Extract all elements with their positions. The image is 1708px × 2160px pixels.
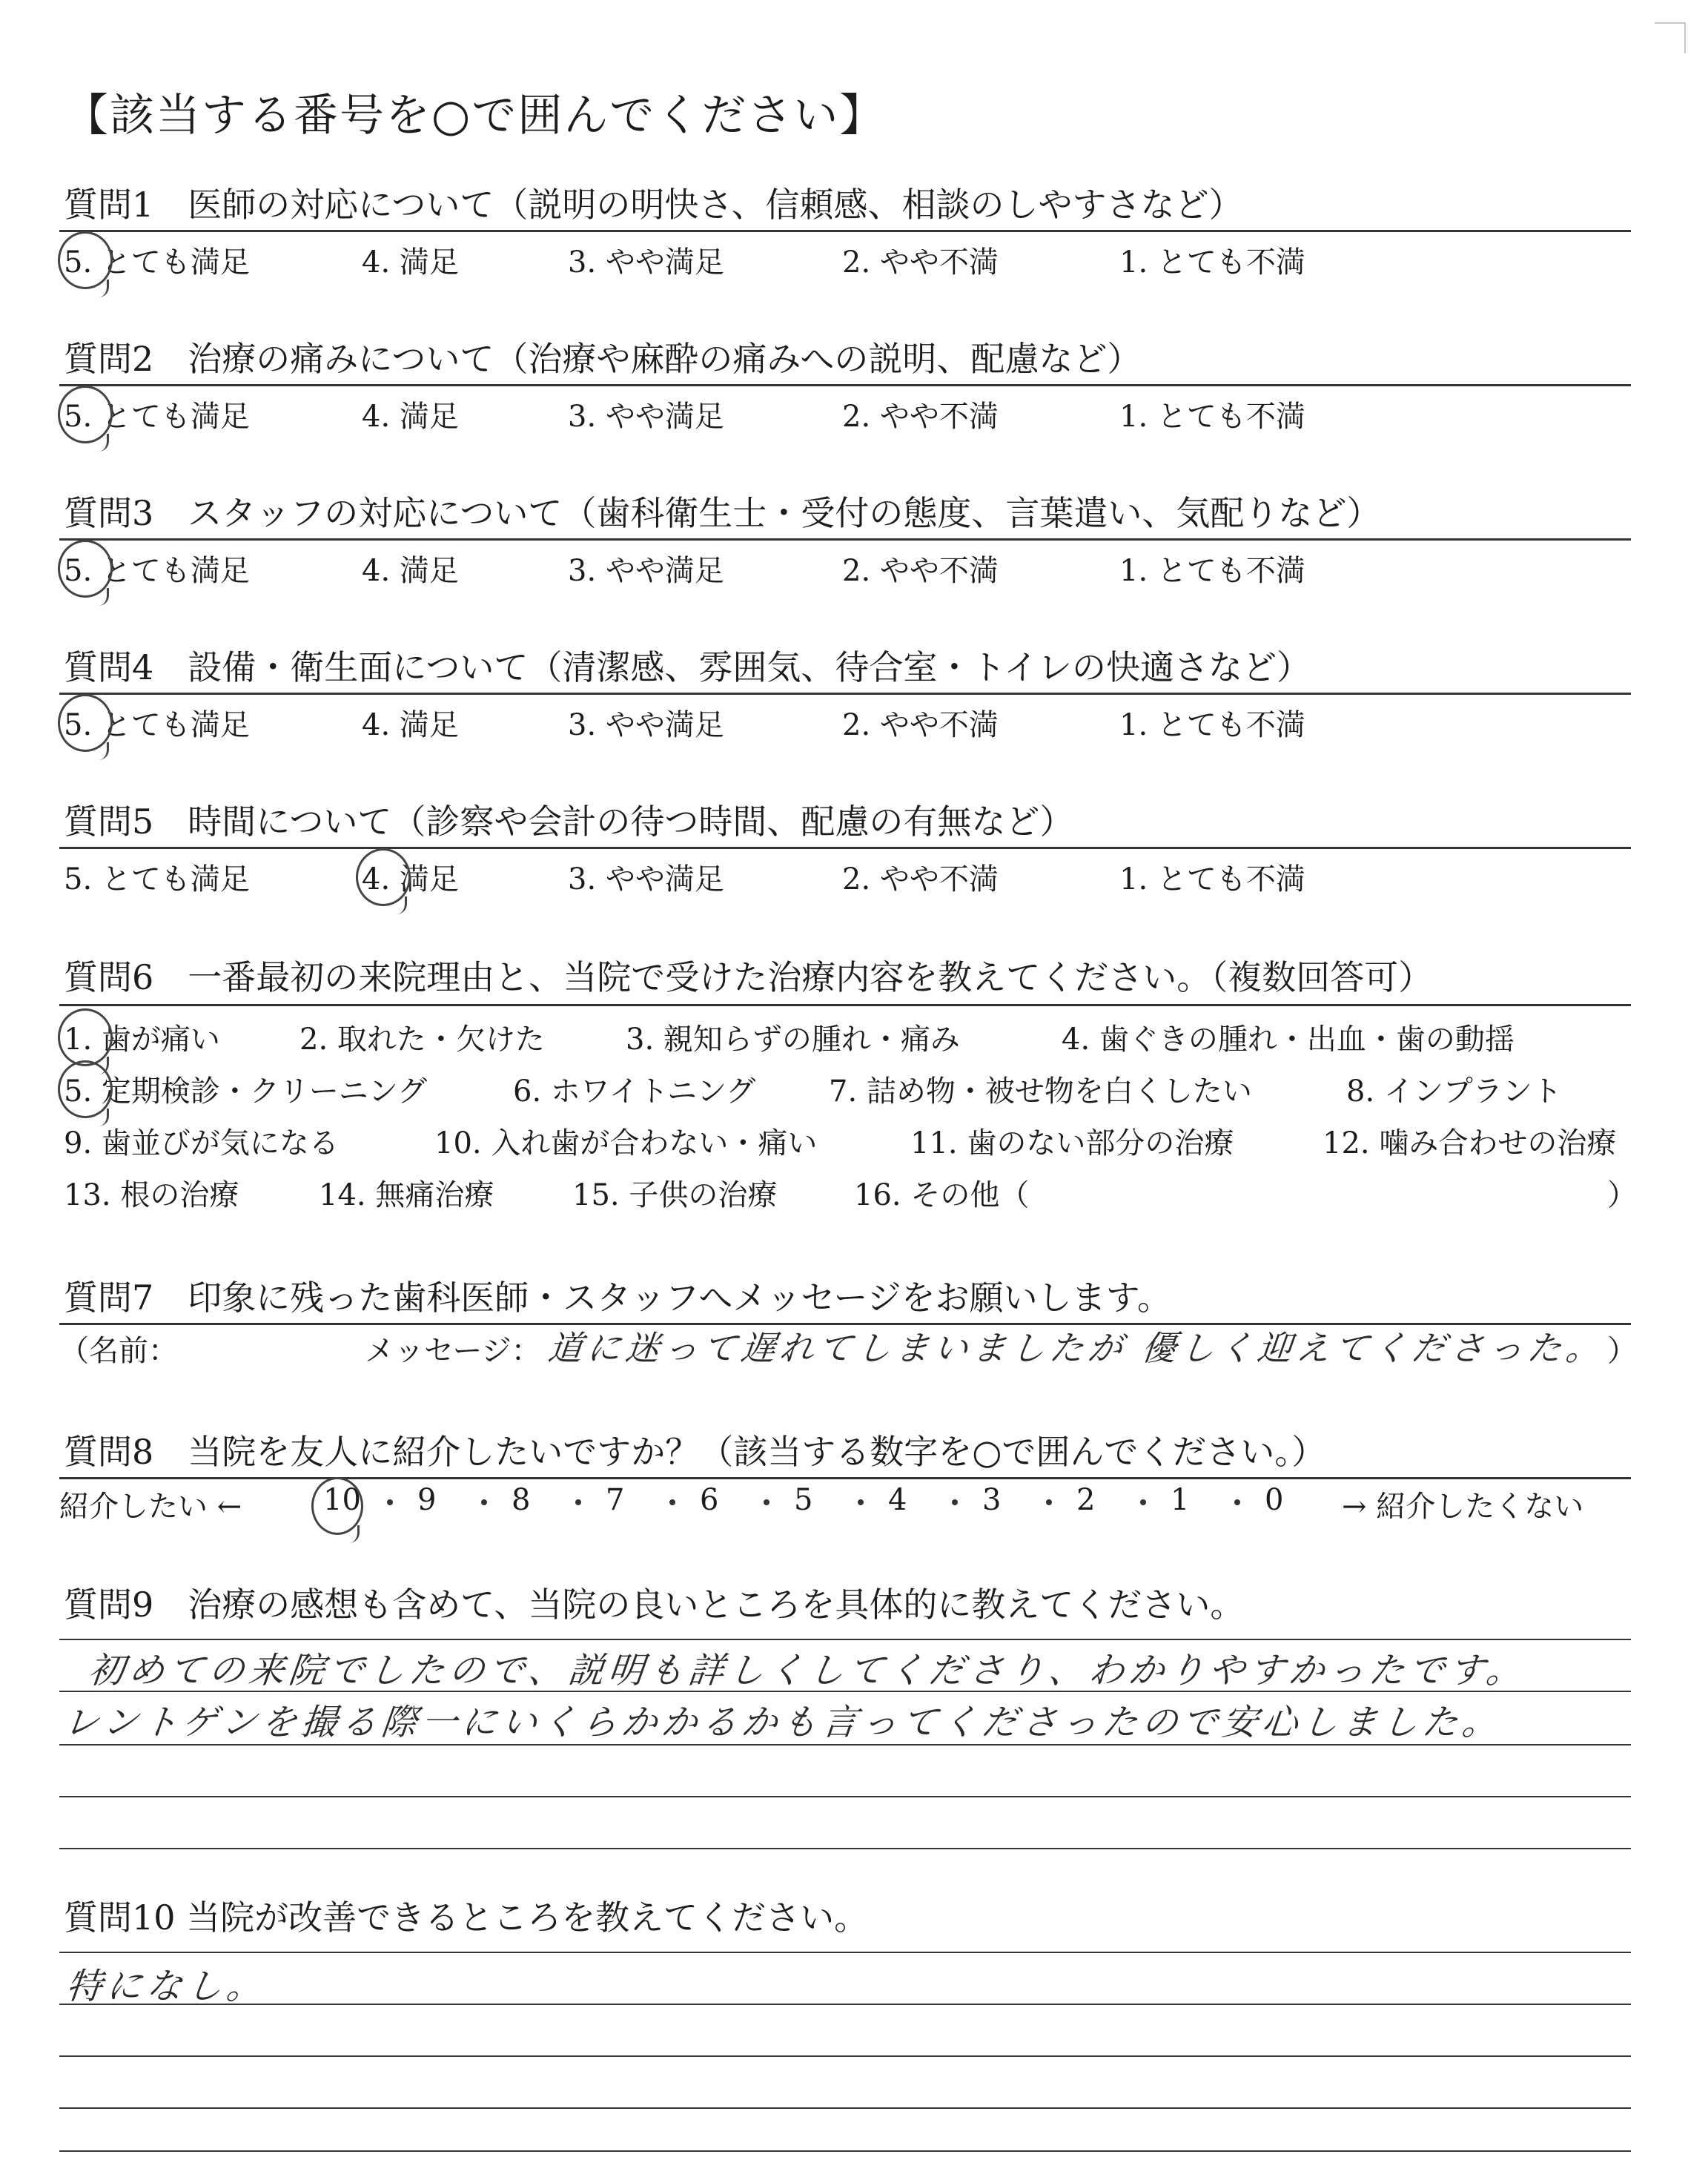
q9-answer-line-2[interactable]: レントゲンを撮る際一にいくらかかるかも言ってくださったので安心しました。 [61, 1702, 1505, 1743]
q7-title: 質問7 印象に残った歯科医師・スタッフへメッセージをお願いします。 [64, 1278, 1171, 1318]
q8-scale-8[interactable]: 8 [512, 1483, 531, 1517]
q7-message-close: ） [1607, 1334, 1637, 1368]
q5-option-4[interactable]: 4. 満足 [362, 862, 459, 896]
q8-right-label: → 紹介したくない [1342, 1490, 1584, 1524]
q8-separator-dot [858, 1499, 864, 1505]
q1-option-4[interactable]: 4. 満足 [362, 245, 459, 280]
q6-rule [59, 1004, 1631, 1006]
q10-rule-5 [59, 2150, 1631, 2152]
q6-option-5[interactable]: 5. 定期検診・クリーニング [64, 1074, 428, 1109]
q3-rule [59, 538, 1631, 541]
q1-option-5[interactable]: 5. とても満足 [64, 245, 250, 280]
q10-title: 質問10 当院が改善できるところを教えてください。 [64, 1898, 869, 1938]
q8-separator-dot [1140, 1499, 1146, 1505]
q2-option-1[interactable]: 1. とても不満 [1119, 400, 1305, 434]
q6-option-2[interactable]: 2. 取れた・欠けた [299, 1023, 545, 1057]
q8-scale-4[interactable]: 4 [888, 1483, 907, 1517]
q1-option-2[interactable]: 2. やや不満 [842, 245, 999, 280]
q3-option-3[interactable]: 3. やや満足 [568, 554, 724, 588]
q8-scale-5[interactable]: 5 [794, 1483, 813, 1517]
q8-rule [59, 1477, 1631, 1479]
q7-message-label: メッセージ： [365, 1334, 541, 1368]
q1-option-1[interactable]: 1. とても不満 [1119, 245, 1305, 280]
q10-answer-line-1[interactable]: 特になし。 [64, 1966, 269, 2007]
q2-option-5[interactable]: 5. とても満足 [64, 400, 250, 434]
q3-option-4[interactable]: 4. 満足 [362, 554, 459, 588]
q5-option-3[interactable]: 3. やや満足 [568, 862, 724, 896]
q8-scale-1[interactable]: 1 [1171, 1483, 1190, 1517]
q8-scale-0[interactable]: 0 [1265, 1483, 1284, 1517]
q2-option-3[interactable]: 3. やや満足 [568, 400, 724, 434]
q4-option-4[interactable]: 4. 満足 [362, 708, 459, 742]
q6-option-1[interactable]: 1. 歯が痛い [64, 1023, 220, 1057]
q2-option-2[interactable]: 2. やや不満 [842, 400, 999, 434]
q8-separator-dot [387, 1499, 393, 1505]
q6-option-7[interactable]: 7. 詰め物・被せ物を白くしたい [829, 1074, 1252, 1109]
q9-answer-line-1[interactable]: 初めての来院でしたので、説明も詳しくしてくださり、わかりやすかったです。 [86, 1650, 1529, 1691]
q2-selected-circle [58, 386, 113, 443]
q6-title: 質問6 一番最初の来院理由と、当院で受けた治療内容を教えてください。（複数回答可） [64, 957, 1433, 997]
q6-option-8[interactable]: 8. インプラント [1346, 1074, 1562, 1109]
q6-option-3[interactable]: 3. 親知らずの腫れ・痛み [626, 1023, 960, 1057]
q6-option-13[interactable]: 13. 根の治療 [64, 1178, 239, 1212]
q5-option-2[interactable]: 2. やや不満 [842, 862, 999, 896]
q9-rule-5 [59, 1848, 1631, 1849]
q5-selected-circle [356, 848, 411, 906]
q7-name-label: （名前： [59, 1334, 178, 1368]
q3-selected-circle [58, 540, 113, 598]
q8-scale-10[interactable]: 10 [323, 1483, 361, 1517]
q1-option-3[interactable]: 3. やや満足 [568, 245, 724, 280]
q4-option-5[interactable]: 5. とても満足 [64, 708, 250, 742]
q9-rule-4 [59, 1796, 1631, 1797]
q1-title: 質問1 医師の対応について（説明の明快さ、信頼感、相談のしやすさなど） [64, 185, 1243, 225]
q6-selected-circle-5 [58, 1060, 113, 1118]
page-header: 【該当する番号を○で囲んでください】 [64, 90, 886, 142]
q8-scale-3[interactable]: 3 [982, 1483, 1002, 1517]
page-corner-mark [1655, 22, 1686, 53]
q6-option-6[interactable]: 6. ホワイトニング [513, 1074, 756, 1109]
q6-option-4[interactable]: 4. 歯ぐきの腫れ・出血・歯の動揺 [1062, 1023, 1515, 1057]
q6-option-16[interactable]: 16. その他（ [854, 1178, 1030, 1212]
q2-title: 質問2 治療の痛みについて（治療や麻酔の痛みへの説明、配慮など） [64, 339, 1142, 379]
q7-message-handwriting[interactable]: 道に迷って遅れてしまいましたが 優しく迎えてくださった。 [546, 1328, 1607, 1368]
q10-rule-4 [59, 2107, 1631, 2109]
q8-separator-dot [669, 1499, 675, 1505]
q4-title: 質問4 設備・衛生面について（清潔感、雰囲気、待合室・トイレの快適さなど） [64, 647, 1311, 687]
q4-rule [59, 693, 1631, 695]
q5-title: 質問5 時間について（診察や会計の待つ時間、配慮の有無など） [64, 802, 1074, 842]
q8-separator-dot [764, 1499, 769, 1505]
q8-separator-dot [481, 1499, 487, 1505]
q10-rule-2 [59, 2004, 1631, 2005]
q3-option-2[interactable]: 2. やや不満 [842, 554, 999, 588]
q6-option-12[interactable]: 12. 噛み合わせの治療 [1323, 1126, 1617, 1160]
q1-selected-circle [58, 231, 113, 289]
q10-rule-1 [59, 1952, 1631, 1953]
q8-scale-7[interactable]: 7 [606, 1483, 625, 1517]
q8-separator-dot [952, 1499, 958, 1505]
q9-title: 質問9 治療の感想も含めて、当院の良いところを具体的に教えてください。 [64, 1585, 1245, 1625]
q8-separator-dot [575, 1499, 581, 1505]
q2-option-4[interactable]: 4. 満足 [362, 400, 459, 434]
q3-title: 質問3 スタッフの対応について（歯科衛生士・受付の態度、言葉遣い、気配りなど） [64, 493, 1381, 533]
q8-scale-2[interactable]: 2 [1076, 1483, 1096, 1517]
q4-option-1[interactable]: 1. とても不満 [1119, 708, 1305, 742]
q8-separator-dot [1046, 1499, 1052, 1505]
q6-option-14[interactable]: 14. 無痛治療 [319, 1178, 494, 1212]
q5-option-5[interactable]: 5. とても満足 [64, 862, 250, 896]
q8-separator-dot [1234, 1499, 1240, 1505]
q10-rule-3 [59, 2055, 1631, 2057]
q6-option-10[interactable]: 10. 入れ歯が合わない・痛い [434, 1126, 818, 1160]
q8-scale-6[interactable]: 6 [700, 1483, 719, 1517]
q5-option-1[interactable]: 1. とても不満 [1119, 862, 1305, 896]
q6-selected-circle-1 [58, 1008, 113, 1066]
q8-title: 質問8 当院を友人に紹介したいですか？（該当する数字を○で囲んでください。） [64, 1432, 1326, 1472]
q8-scale-9[interactable]: 9 [417, 1483, 437, 1517]
q6-option-11[interactable]: 11. 歯のない部分の治療 [910, 1126, 1234, 1160]
q4-option-3[interactable]: 3. やや満足 [568, 708, 724, 742]
q5-rule [59, 847, 1631, 849]
q9-rule-1 [59, 1639, 1631, 1640]
q8-left-label: 紹介したい ← [59, 1490, 242, 1524]
q6-option-16-close: ） [1607, 1178, 1637, 1212]
q6-option-15[interactable]: 15. 子供の治療 [572, 1178, 778, 1212]
q3-option-1[interactable]: 1. とても不満 [1119, 554, 1305, 588]
q2-rule [59, 384, 1631, 386]
q4-option-2[interactable]: 2. やや不満 [842, 708, 999, 742]
q3-option-5[interactable]: 5. とても満足 [64, 554, 250, 588]
q1-rule [59, 230, 1631, 232]
q6-option-9[interactable]: 9. 歯並びが気になる [64, 1126, 339, 1160]
q4-selected-circle [58, 694, 113, 752]
q8-selected-circle [311, 1477, 363, 1535]
